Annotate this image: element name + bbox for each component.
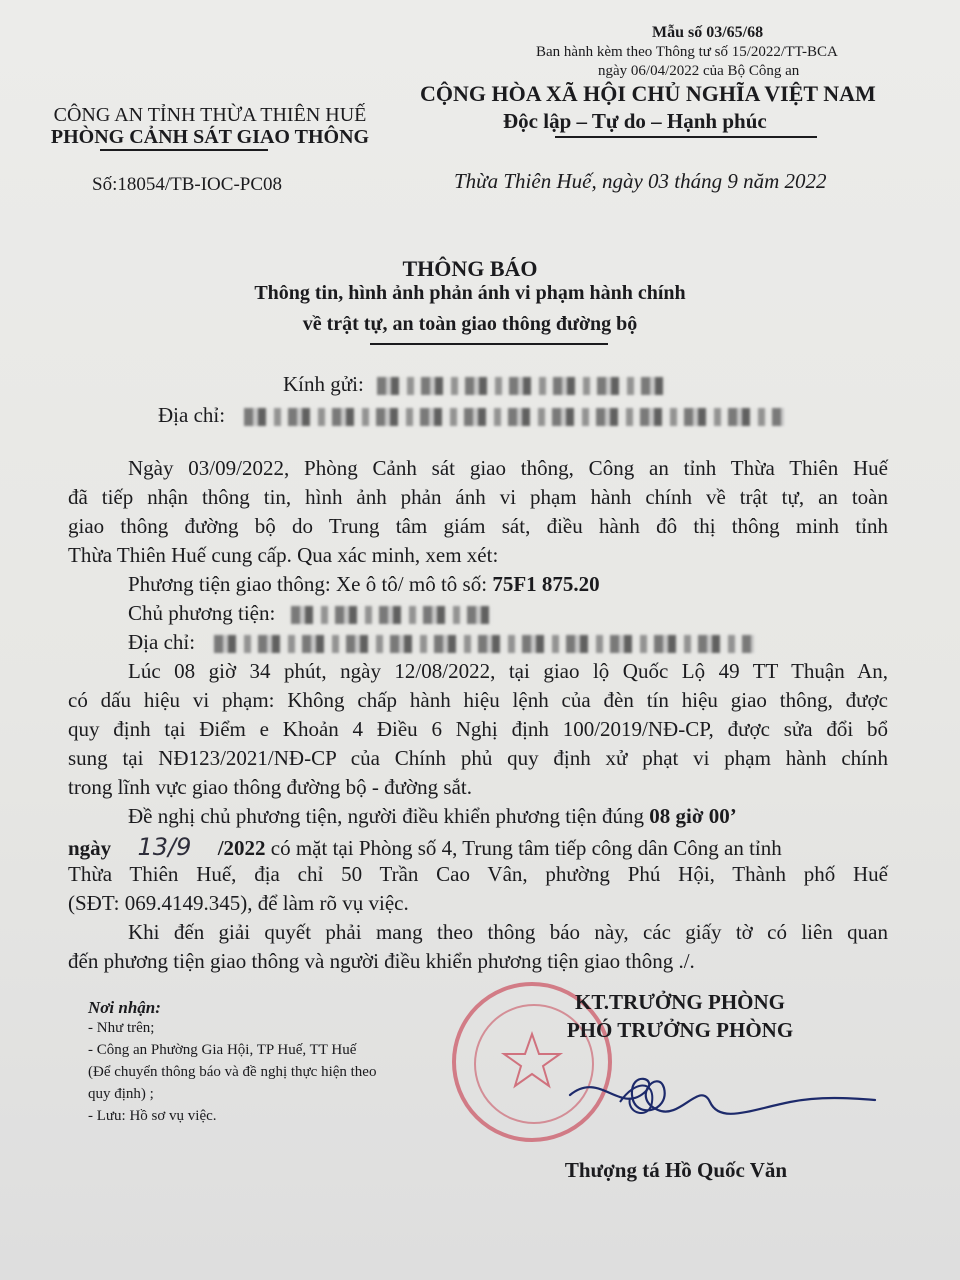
body-p1-line4: Thừa Thiên Huế cung cấp. Qua xác minh, xem xét:: [68, 543, 499, 567]
redacted-owner-name: [291, 606, 491, 624]
vehicle-plate: 75F1 875.20: [492, 572, 600, 596]
signature-title-2: PHÓ TRƯỞNG PHÒNG: [566, 1018, 794, 1042]
body-p1-line1: Ngày 03/09/2022, Phòng Cảnh sát giao thông, Công an tỉnh Thừa Thiên Huế: [128, 456, 888, 480]
redacted-recipient-address: [244, 408, 784, 426]
department-name: PHÒNG CẢNH SÁT GIAO THÔNG: [50, 126, 370, 148]
body-p4-line1: Khi đến giải quyết phải mang theo thông báo này, các giấy tờ có liên quan: [128, 920, 888, 944]
vehicle-line: [128, 572, 600, 597]
appointment-day-label: ngày: [68, 836, 112, 860]
body-p2-line2: có dấu hiệu vi phạm: Không chấp hành hiệu lệnh của đèn tín hiệu giao thông, được: [68, 688, 888, 712]
recipient-line: [283, 372, 667, 397]
owner-label: Chủ phương tiện:: [128, 601, 276, 625]
place-date: Thừa Thiên Huế, ngày 03 tháng 9 năm 2022: [454, 169, 827, 193]
document-subtitle-1: Thông tin, hình ảnh phản ánh vi phạm hành chính: [254, 282, 686, 304]
appointment-time: 08 giờ 00’: [649, 804, 737, 828]
country-name: CỘNG HÒA XÃ HỘI CHỦ NGHĨA VIỆT NAM: [420, 81, 876, 106]
vehicle-label: Phương tiện giao thông: Xe ô tô/ mô tô số:: [128, 572, 488, 596]
document-subtitle-2: về trật tự, an toàn giao thông đường bộ: [302, 313, 638, 335]
body-p2-line3: quy định tại Điểm e Khoản 4 Điều 6 Nghị định 100/2019/NĐ-CP, được sửa đổi bổ: [68, 717, 888, 741]
recipients-item-3: (Để chuyển thông báo và đề nghị thực hiện theo: [88, 1064, 377, 1080]
agency-name: CÔNG AN TỈNH THỪA THIÊN HUẾ: [53, 104, 367, 126]
form-issued-line1: Ban hành kèm theo Thông tư số 15/2022/TT-BCA: [536, 44, 838, 60]
recipients-item-1: - Như trên;: [88, 1020, 155, 1036]
body-p3-line1: [128, 804, 737, 829]
motto-underline: [555, 136, 817, 138]
body-p3-line2: [68, 833, 782, 861]
body-p2-line4: sung tại NĐ123/2021/NĐ-CP của Chính phủ quy định xử phạt vi phạm hành chính: [68, 746, 888, 770]
title-underline: [370, 343, 608, 345]
body-p1-line2: đã tiếp nhận thông tin, hình ảnh phản ánh vi phạm hành chính về trật tự, an toàn: [68, 485, 888, 509]
appointment-year: /2022: [217, 836, 266, 860]
document-title: THÔNG BÁO: [402, 256, 538, 281]
national-motto: Độc lập – Tự do – Hạnh phúc: [503, 109, 767, 133]
redacted-owner-address: [214, 635, 754, 653]
form-number: Mẫu số 03/65/68: [652, 24, 764, 41]
body-p4-line2: đến phương tiện giao thông và người điều khiển phương tiện giao thông ./.: [68, 949, 695, 973]
body-p3-line4: (SĐT: 069.4149.345), để làm rõ vụ việc.: [68, 891, 409, 915]
body-p3-line2-rest: có mặt tại Phòng số 4, Trung tâm tiếp công dân Công an tỉnh: [270, 836, 782, 860]
recipient-address-line: [158, 403, 784, 428]
form-issued-line2: ngày 06/04/2022 của Bộ Công an: [598, 63, 800, 79]
department-underline: [100, 149, 268, 151]
recipient-address-label: Địa chỉ:: [158, 403, 226, 427]
handwritten-signature: [560, 1040, 880, 1140]
body-p2-line1: Lúc 08 giờ 34 phút, ngày 12/08/2022, tại giao lộ Quốc Lộ 49 TT Thuận An,: [128, 659, 888, 683]
owner-address-label: Địa chỉ:: [128, 630, 196, 654]
recipients-item-5: - Lưu: Hồ sơ vụ việc.: [88, 1108, 217, 1124]
body-p2-line5: trong lĩnh vực giao thông đường bộ - đường sắt.: [68, 775, 472, 799]
recipients-item-4: quy định) ;: [88, 1086, 154, 1102]
body-p3-line3: Thừa Thiên Huế, địa chỉ 50 Trần Cao Vân, phường Phú Hội, Thành phố Huế: [68, 862, 888, 886]
recipients-item-2: - Công an Phường Gia Hội, TP Huế, TT Huế: [88, 1042, 357, 1058]
recipient-label: Kính gửi:: [283, 372, 364, 396]
owner-address-line: [128, 630, 754, 655]
body-p1-line3: giao thông đường bộ do Trung tâm giám sát, điều hành đô thị thông minh tỉnh: [68, 514, 888, 538]
signer-name: Thượng tá Hồ Quốc Văn: [564, 1158, 788, 1182]
handwritten-date: 13/9: [137, 833, 192, 861]
signature-title-1: KT.TRƯỞNG PHÒNG: [575, 990, 785, 1014]
document-number: Số:18054/TB-IOC-PC08: [92, 174, 283, 195]
body-p3-line1-text: Đề nghị chủ phương tiện, người điều khiển phương tiện đúng: [128, 804, 644, 828]
recipients-title: Nơi nhận:: [88, 998, 161, 1017]
owner-line: [128, 601, 491, 626]
redacted-recipient-name: [377, 377, 667, 395]
